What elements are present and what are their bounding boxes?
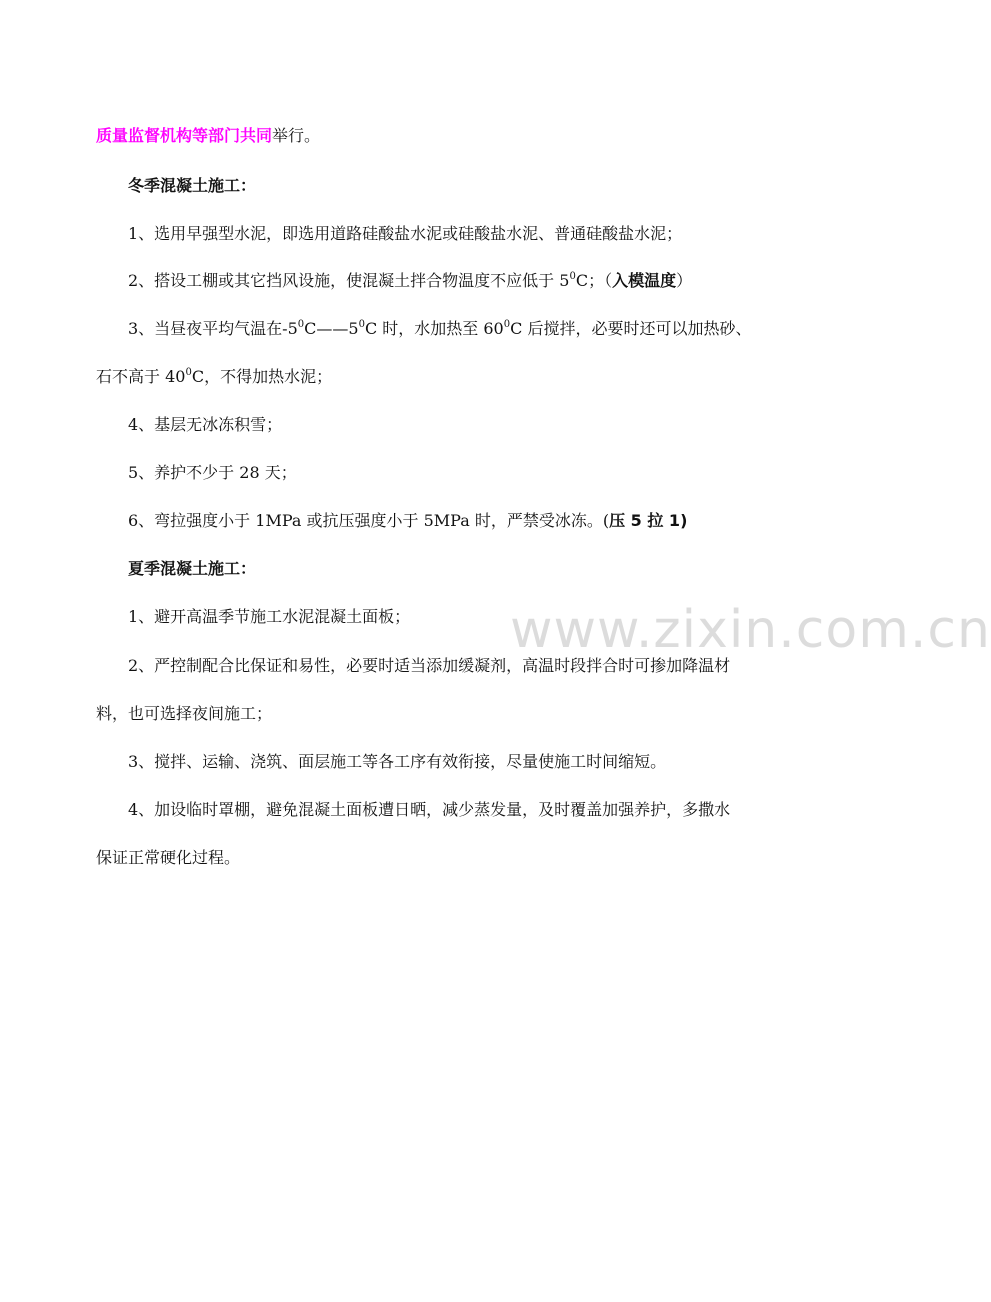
winter-item-6-text: 6、弯拉强度小于 1MPa 或抗压强度小于 5MPa 时，严禁受冰冻。( — [128, 511, 610, 530]
winter-item-3-e: 石不高于 40 — [96, 367, 186, 386]
winter-heading: 冬季混凝土施工： — [128, 176, 257, 195]
degree-mark: 0 — [185, 366, 192, 378]
summer-heading: 夏季混凝土施工： — [128, 559, 257, 578]
degree-mark: 0 — [503, 318, 511, 330]
winter-item-3-a: 3、当昼夜平均气温在-5 — [128, 319, 298, 338]
winter-item-3-c: C 时，水加热至 60 — [364, 319, 504, 338]
summer-item-2-line-2: 料，也可选择夜间施工； — [96, 704, 273, 723]
highlighted-text: 质量监督机构等部门共同 — [96, 126, 273, 145]
winter-item-5: 5、养护不少于 28 天； — [128, 463, 297, 482]
winter-item-3-line-1 — [128, 318, 868, 340]
winter-item-2 — [128, 270, 868, 292]
winter-item-6-close: ) — [680, 511, 688, 530]
degree-mark: 0 — [358, 318, 365, 330]
winter-item-2-text: 2、搭设工棚或其它挡风设施，使混凝土拌合物温度不应低于 5 — [128, 271, 570, 290]
intro-rest: 举行。 — [272, 126, 321, 145]
summer-item-3: 3、搅拌、运输、浇筑、面层施工等各工序有效衔接，尽量使施工时间缩短。 — [128, 752, 667, 771]
winter-item-6 — [128, 510, 868, 532]
intro-line — [96, 125, 836, 147]
summer-item-4-line-2: 保证正常硬化过程。 — [96, 848, 241, 867]
winter-item-6-bold: 压 5 拉 1 — [609, 511, 681, 530]
winter-item-4: 4、基层无冰冻积雪； — [128, 415, 283, 434]
winter-item-1: 1、选用早强型水泥，即选用道路硅酸盐水泥或硅酸盐水泥、普通硅酸盐水泥； — [128, 224, 683, 243]
summer-item-2-line-1: 2、严控制配合比保证和易性，必要时适当添加缓凝剂，高温时段拌合时可掺加降温材 — [128, 656, 731, 675]
winter-item-3-line-2 — [96, 366, 836, 388]
winter-item-2-close: ） — [676, 271, 693, 290]
watermark: www.zixin.com.cn — [510, 600, 991, 660]
summer-item-1: 1、避开高温季节施工水泥混凝土面板； — [128, 607, 411, 626]
winter-item-2-bold: 入模温度 — [612, 271, 677, 290]
summer-item-4-line-1: 4、加设临时罩棚，避免混凝土面板遭日晒，减少蒸发量，及时覆盖加强养护，多撒水 — [128, 800, 731, 819]
winter-item-2-unit: C；（ — [575, 271, 613, 290]
degree-mark: 0 — [569, 270, 576, 282]
winter-item-3-f: C，不得加热水泥； — [191, 367, 333, 386]
winter-item-3-b: C——5 — [304, 319, 359, 338]
winter-item-3-d: C 后搅拌，必要时还可以加热砂、 — [510, 319, 752, 338]
degree-mark: 0 — [297, 318, 305, 330]
